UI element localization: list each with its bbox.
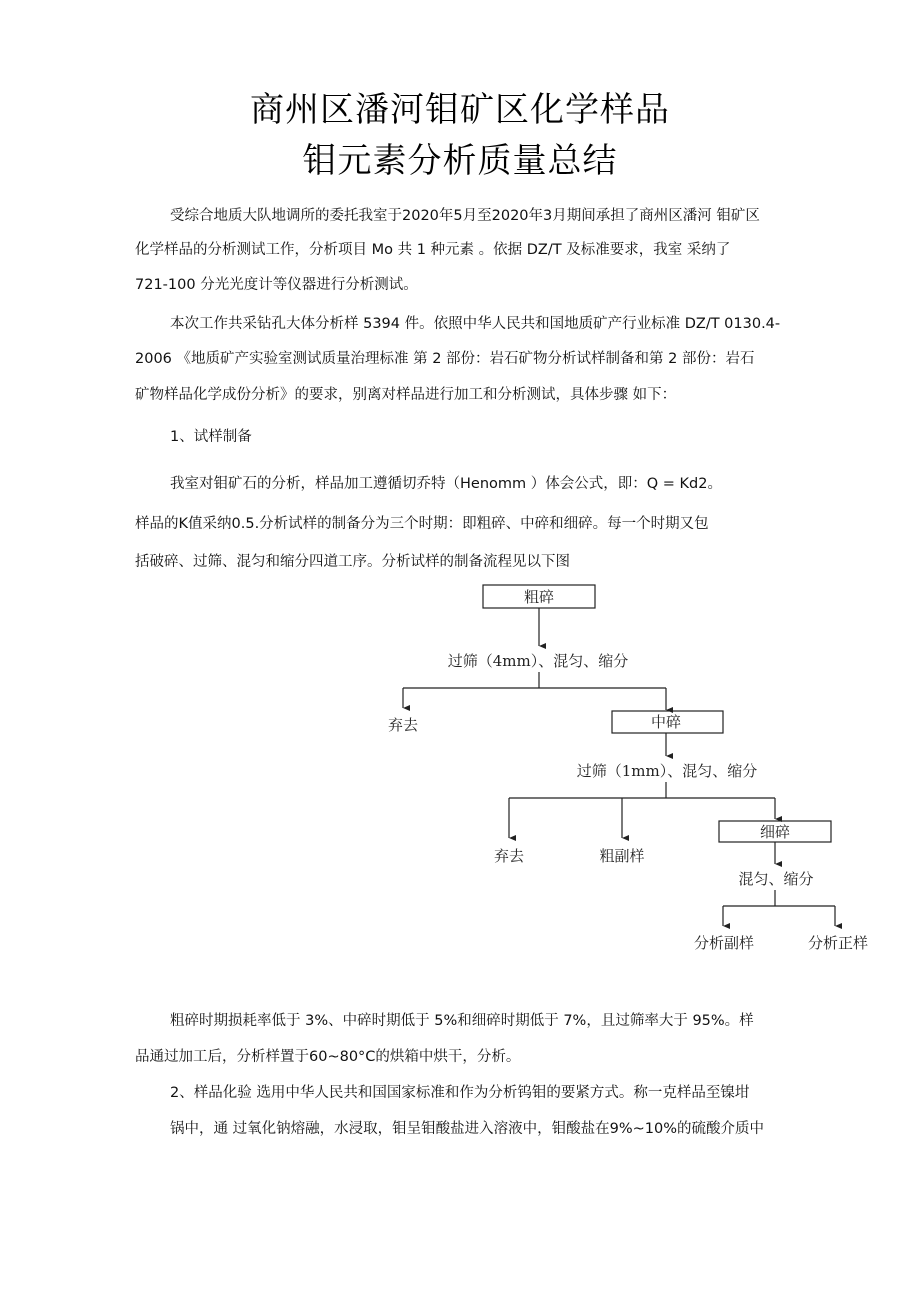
paragraph-4-line-1: 粗碎时期损耗率低于 3%、中碎时期低于 5%和细碎时期低于 7%，且过筛率大于 95%。样 bbox=[170, 1013, 754, 1029]
fine-crush-label: 细碎 bbox=[759, 823, 791, 841]
discard2-label: 弃去 bbox=[493, 847, 525, 865]
paragraph-1-line-1: 受综合地质大队地调所的委托我室于2020年5月至2020年3月期间承担了商州区潘河 钼矿区 bbox=[170, 208, 760, 224]
paragraph-5-line-1: 2、样品化验 选用中华人民共和国国家标准和作为分析钨钼的要紧方式。称一克样品至镍坩 bbox=[170, 1085, 750, 1101]
medium-crush-label: 中碎 bbox=[650, 713, 682, 731]
coarse-duplicate-label: 粗副样 bbox=[599, 847, 645, 865]
paragraph-3-line-1: 我室对钼矿石的分析，样品加工遵循切乔特（Henomm ）体会公式，即：Q = Kd2。 bbox=[170, 476, 722, 492]
analysis-duplicate-label: 分析副样 bbox=[693, 934, 755, 952]
sieve2-label: 过筛（1mm）、混匀、缩分 bbox=[576, 762, 758, 780]
coarse-crush-label: 粗碎 bbox=[523, 588, 555, 606]
analysis-main-label: 分析正样 bbox=[807, 934, 869, 952]
paragraph-2-line-2: 2006 《地质矿产实验室测试质量治理标准 第 2 部份：岩石矿物分析试样制备和第 2 部份：岩石 bbox=[135, 351, 755, 367]
paragraph-1-line-3: 721-100 分光光度计等仪器进行分析测试。 bbox=[135, 277, 418, 293]
sieve1-label: 过筛（4mm）、混匀、缩分 bbox=[447, 652, 629, 670]
paragraph-3-line-2: 样品的K值采纳0.5.分析试样的制备分为三个时期：即粗碎、中碎和细碎。每一个时期又包 bbox=[135, 516, 709, 532]
paragraph-2-line-3: 矿物样品化学成份分析》的要求，别离对样品进行加工和分析测试，具体步骤 如下： bbox=[135, 387, 677, 403]
document-title-line1: 商州区潘河钼矿区化学样品 bbox=[250, 90, 670, 130]
paragraph-2-line-1: 本次工作共采钻孔大体分析样 5394 件。依照中华人民共和国地质矿产行业标准 DZ/T 0130.4- bbox=[170, 316, 781, 332]
section-heading-sample-prep: 1、试样制备 bbox=[170, 429, 252, 445]
paragraph-4-line-2: 品通过加工后，分析样置于60~80°C的烘箱中烘干，分析。 bbox=[135, 1049, 521, 1065]
discard1-label: 弃去 bbox=[387, 716, 419, 734]
document-title-line2: 钼元素分析质量总结 bbox=[302, 141, 618, 181]
mix-label: 混匀、缩分 bbox=[738, 870, 814, 888]
paragraph-5-line-2: 锅中，通 过氧化钠熔融，水浸取，钼呈钼酸盐进入溶液中，钼酸盐在9%~10%的硫酸介质中 bbox=[170, 1121, 764, 1137]
paragraph-1-line-2: 化学样品的分析测试工作，分析项目 Mo 共 1 种元素 。依据 DZ/T 及标准要求，我室 采纳了 bbox=[135, 242, 731, 258]
paragraph-3-line-3: 括破碎、过筛、混匀和缩分四道工序。分析试样的制备流程见以下图 bbox=[135, 554, 570, 570]
